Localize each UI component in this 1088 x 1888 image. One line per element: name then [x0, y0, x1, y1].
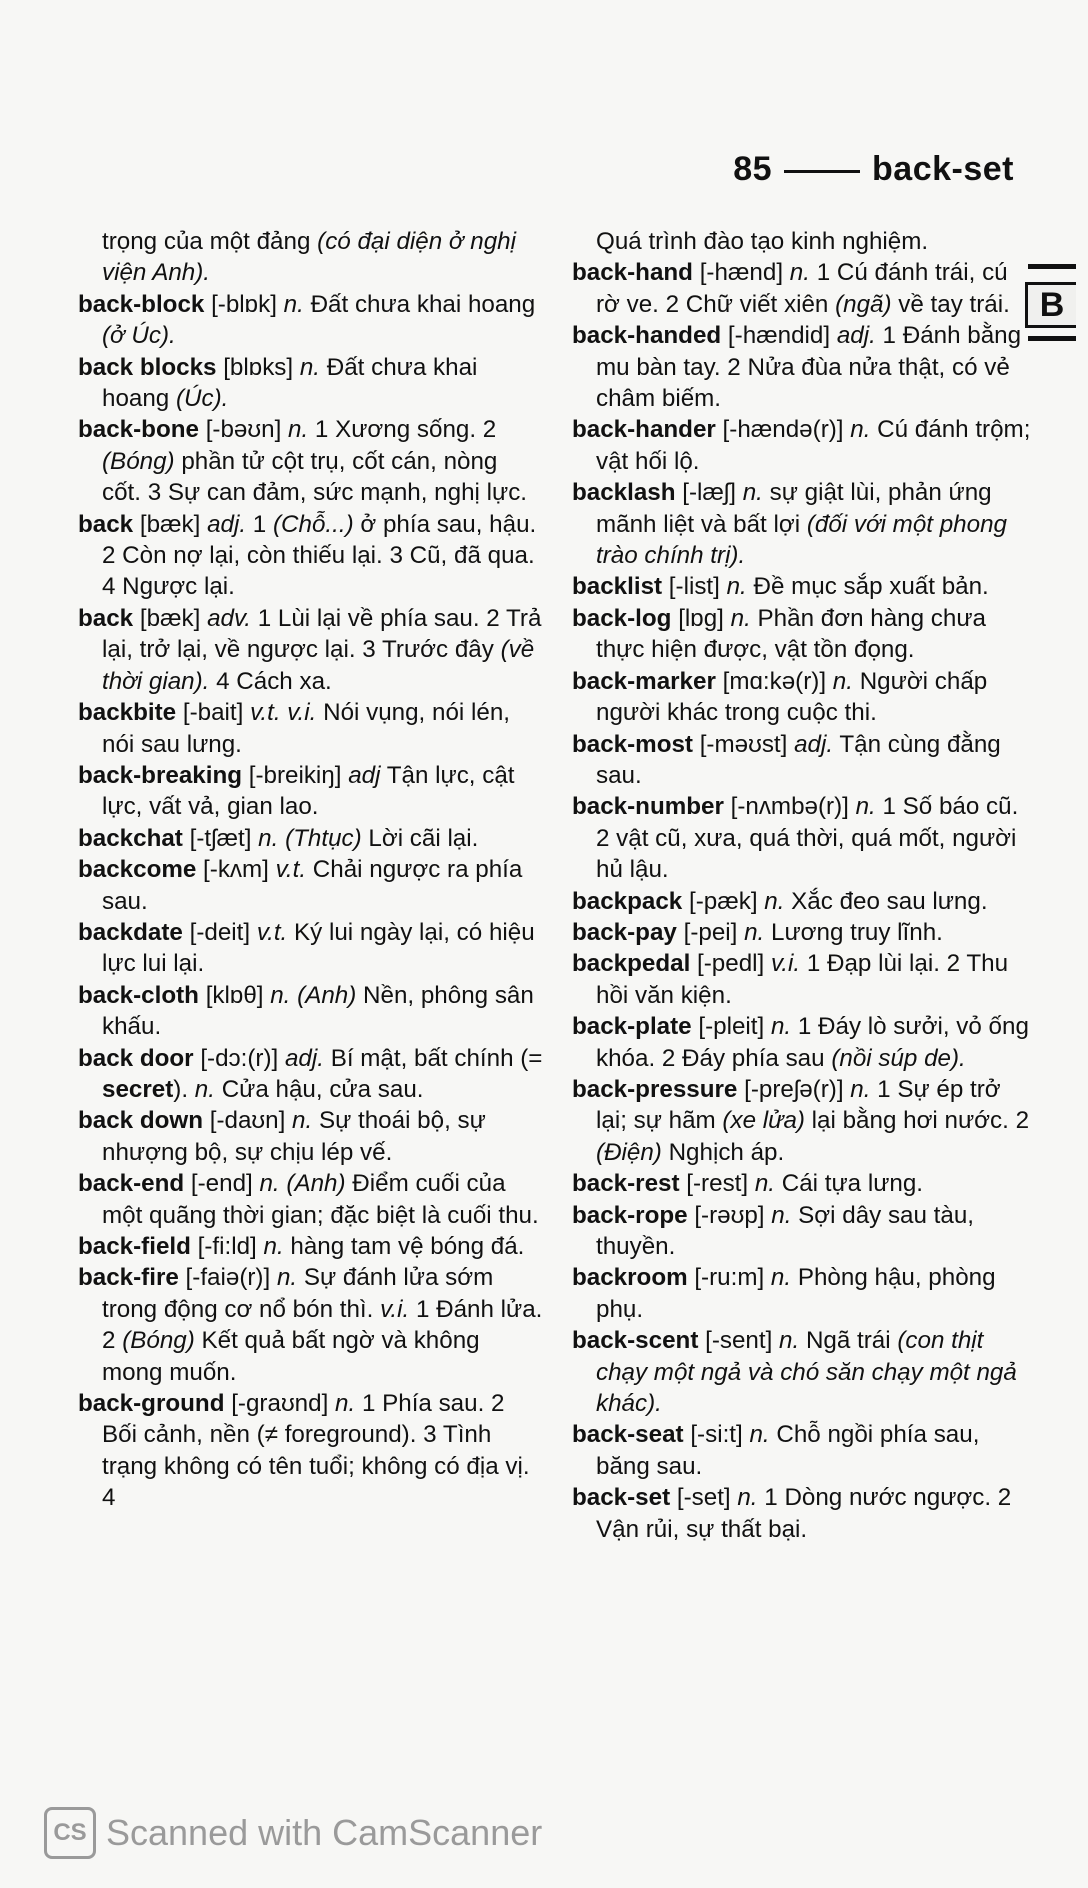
headword: back-handed [572, 322, 722, 350]
headword: back-scent [572, 1327, 699, 1355]
dictionary-entry [572, 414, 1032, 477]
italic-text: n. [288, 416, 309, 444]
definition-text: Sợi dây sau tàu, thuyền. [596, 1201, 975, 1260]
definition-text: [-pei] [676, 918, 745, 946]
definition-text: 1 Đáy lò sưởi, vỏ ống khóa. 2 Đáy phía sau [596, 1013, 1029, 1072]
camscanner-logo: CS [44, 1807, 96, 1859]
headword: back-marker [572, 667, 716, 695]
dictionary-entry [78, 1168, 543, 1231]
definition-text: 1 [246, 510, 273, 538]
italic-text: n. [299, 353, 321, 381]
italic-text: adj [348, 761, 381, 789]
definition-text: Quá trình đào tạo kinh nghiệm. [596, 228, 929, 255]
definition-text: [-list] [662, 573, 727, 601]
italic-text: n. [789, 259, 810, 287]
definition-text: Chải ngược ra phía sau. [102, 856, 523, 915]
definition-text: 1 Số báo cũ. 2 vật cũ, xưa, quá thời, quá mốt, người hủ lậu. [596, 793, 1019, 884]
definition-text: Chỗ ngồi phía sau, băng sau. [596, 1421, 980, 1480]
italic-text: n. [194, 1075, 215, 1103]
definition-text: trọng của một đảng [102, 228, 318, 255]
headword: back-bone [78, 416, 199, 444]
italic-text: v.i. [380, 1295, 410, 1323]
definition-text: 4 Cách xa. [209, 667, 332, 695]
definition-text: [-ru:m] [687, 1264, 771, 1292]
definition-text: [-məʊst] [692, 730, 795, 758]
definition-text: 1 Đạp lùi lại. 2 Thu hồi văn kiện. [596, 950, 1009, 1009]
definition-text: 1 Dòng nước ngược. 2 Vận rủi, sự thất bại. [596, 1484, 1012, 1543]
dictionary-entry [572, 1419, 1032, 1482]
definition-text: 1 Sự ép trở lại; sự hãm [596, 1075, 1001, 1135]
dictionary-entry [572, 1074, 1032, 1168]
dictionary-entry [572, 257, 1032, 320]
italic-text: adj. [794, 730, 834, 758]
italic-text: n. [292, 1107, 313, 1135]
dictionary-entry [572, 320, 1032, 414]
definition-text: 1 Lùi lại về phía sau. 2 Trả lại, trở lại, về ngược lại. 3 Trước đây [102, 604, 542, 664]
definition-text: 1 Đánh lửa. 2 [102, 1295, 543, 1355]
headword: back-rest [572, 1170, 680, 1198]
headword: backlash [572, 479, 676, 507]
dictionary-entry [572, 477, 1032, 571]
thumb-tab-bar-top [1028, 264, 1076, 269]
definition-text: 1 Phía sau. 2 Bối cảnh, nền (≠ foreground). 3 Tình trạng không có tên tuổi; không có địa vị. 4 [102, 1390, 530, 1512]
definition-text: phần tử cột trụ, cốt cán, nòng cốt. 3 Sự can đảm, sức mạnh, nghị lực. [102, 447, 528, 507]
definition-text: [-pedl] [690, 950, 771, 978]
definition-text: [-læʃ] [675, 479, 743, 507]
headword: back-number [572, 793, 724, 821]
italic-text: (Bóng) [122, 1327, 195, 1355]
definition-text: Bí mật, bất chính (= [323, 1044, 543, 1072]
dictionary-entry [78, 603, 543, 697]
definition-text: Người chấp người khác trong cuộc thi. [596, 667, 988, 727]
italic-text: (con thịt chạy một ngả và chó săn chạy một ngả khác). [596, 1327, 1017, 1418]
headword: back-block [78, 290, 205, 318]
continuation-text [572, 226, 1032, 257]
italic-text: n. [764, 887, 785, 915]
running-header [733, 150, 1014, 189]
dictionary-entry [78, 1043, 543, 1106]
dictionary-entry [78, 1388, 543, 1514]
definition-text: [-rest] [679, 1170, 755, 1198]
italic-text: (có đại diện ở nghị viện Anh). [102, 228, 516, 287]
headword: back-log [572, 604, 672, 632]
italic-text: adj. [207, 510, 247, 538]
definition-text: [-si:t] [683, 1421, 750, 1449]
definition-text: Tận lực, cật lực, vất vả, gian lao. [102, 761, 515, 821]
definition-text: ). [173, 1075, 195, 1103]
definition-text: [-hændid] [721, 322, 837, 350]
definition-text: [bæk] [133, 510, 208, 538]
definition-text: [-breikiŋ] [242, 761, 349, 789]
headword: backlist [572, 573, 663, 601]
italic-text: (Thtục) [285, 824, 362, 852]
definition-text: Kết quả bất ngờ và không mong muốn. [102, 1327, 480, 1386]
italic-text: adj. [284, 1044, 324, 1072]
definition-text: Đất chưa khai hoang [303, 290, 536, 318]
headword: back-breaking [78, 761, 242, 789]
definition-text: [-kʌm] [196, 856, 276, 884]
definition-text: Lương truy lĩnh. [764, 918, 943, 946]
definition-text: lại bằng hơi nước. 2 [804, 1107, 1030, 1135]
italic-text: n. [754, 1170, 776, 1198]
dictionary-entry [78, 823, 543, 854]
definition-text: hàng tam vệ bóng đá. [283, 1233, 525, 1260]
definition-text: [bæk] [133, 604, 208, 632]
italic-text: v.t. [256, 918, 288, 946]
dictionary-entry [572, 1168, 1032, 1199]
definition-text: [-daʊn] [203, 1107, 293, 1135]
definition-text: [-hænd] [692, 259, 790, 287]
definition-text: Cửa hậu, cửa sau. [214, 1075, 424, 1103]
definition-text: [-graʊnd] [224, 1390, 336, 1418]
definition-text: Sự đánh lửa sớm trong động cơ nổ bón thì. [102, 1264, 494, 1323]
headword: backcome [78, 856, 197, 884]
dictionary-entry [572, 791, 1032, 885]
definition-text: [-faiə(r)] [178, 1264, 277, 1292]
italic-text: (nồi súp de). [831, 1044, 966, 1072]
italic-text: n. [737, 1484, 758, 1512]
italic-text: n. [832, 667, 853, 695]
dictionary-entry [78, 289, 543, 352]
definition-text: [-bəʊn] [198, 416, 289, 444]
italic-text: (xe lửa) [722, 1107, 805, 1135]
left-column [78, 226, 543, 1514]
italic-text: (Úc). [175, 385, 229, 413]
headword: back-ground [78, 1390, 225, 1418]
italic-text: (Chỗ...) [272, 510, 354, 538]
italic-text: n. [335, 1390, 356, 1418]
headword: back [78, 510, 134, 538]
headword: backpack [572, 887, 683, 915]
definition-text: Cú đánh trộm; vật hối lộ. [596, 416, 1031, 475]
definition-text: [-preʃə(r)] [737, 1075, 851, 1103]
headword: back door [78, 1044, 194, 1072]
dictionary-entry [78, 917, 543, 980]
headword: back-hander [572, 416, 716, 444]
italic-text: (đối với một phong trào chính trị). [596, 510, 1007, 570]
italic-text: n. [771, 1201, 792, 1229]
italic-text: n. [850, 1075, 871, 1103]
headword: backbite [78, 699, 177, 727]
definition-text: [-hændə(r)] [715, 416, 851, 444]
italic-text: n. [770, 1013, 792, 1041]
italic-text: v.i. [770, 950, 801, 978]
headword: back-fire [78, 1264, 179, 1292]
definition-text: Nói vụng, nói lén, nói sau lưng. [102, 699, 510, 758]
definition-text: Phần đơn hàng chưa thực hiện được, vật tồn đọng. [596, 604, 986, 664]
entry-list [78, 289, 543, 1514]
definition-text: [lɒg] [671, 604, 731, 632]
right-column [572, 226, 1032, 1545]
definition-text: Ký lui ngày lại, có hiệu lực lui lại. [102, 918, 535, 978]
headword: back-end [78, 1170, 185, 1198]
headword: backpedal [572, 950, 691, 978]
watermark-text: Scanned with CamScanner [106, 1812, 543, 1853]
italic-text: n. [730, 604, 751, 632]
italic-text: (Anh) [297, 981, 357, 1009]
italic-text: (Bóng) [102, 447, 175, 475]
headword: backroom [572, 1264, 688, 1292]
italic-text: n. [726, 573, 747, 601]
definition-text: [klɒθ] [198, 981, 271, 1009]
definition-text: Đất chưa khai hoang [102, 353, 478, 413]
definition-text: Đề mục sắp xuất bản. [746, 573, 989, 601]
dictionary-entry [78, 1231, 543, 1262]
headword: back-pressure [572, 1075, 738, 1103]
definition-text: [-deit] [182, 918, 257, 946]
dictionary-entry [78, 980, 543, 1043]
scanner-watermark [44, 1808, 542, 1858]
dictionary-entry [572, 917, 1032, 948]
dictionary-entry [572, 666, 1032, 729]
dictionary-entry [78, 1262, 543, 1388]
dictionary-entry [78, 697, 543, 760]
dictionary-entry [572, 1482, 1032, 1545]
entry-list [572, 257, 1032, 1545]
definition-text: [-end] [184, 1170, 260, 1198]
definition-text: [-set] [670, 1484, 738, 1512]
thumb-tab-bar-bottom [1028, 336, 1076, 341]
italic-text: n. [850, 416, 871, 444]
headword: backdate [78, 918, 183, 946]
definition-text: 1 Đánh bằng mu bàn tay. 2 Nửa đùa nửa thật, có vẻ châm biếm. [596, 322, 1022, 413]
dictionary-entry [572, 1325, 1032, 1419]
definition-text: Nghịch áp. [661, 1138, 785, 1166]
definition-text: về tay trái. [891, 290, 1010, 318]
italic-text: (về thời gian). [102, 636, 535, 695]
headword: back-field [78, 1233, 191, 1260]
italic-text: n. [779, 1327, 800, 1355]
dictionary-entry [572, 1262, 1032, 1325]
headword: back-rope [572, 1201, 688, 1229]
italic-text: n. [258, 824, 279, 852]
italic-text: n. [263, 1233, 284, 1260]
guide-word: back-set [872, 150, 1014, 188]
italic-text: n. [855, 793, 876, 821]
headword: backchat [78, 824, 183, 852]
headword: back-cloth [78, 981, 199, 1009]
dictionary-entry [572, 886, 1032, 917]
italic-text: n. [270, 981, 291, 1009]
headword: back blocks [78, 353, 217, 381]
definition-text: [-rəʊp] [687, 1201, 772, 1229]
dictionary-entry [572, 1200, 1032, 1263]
definition-text: [-pæk] [682, 887, 765, 915]
italic-text: n. [259, 1170, 280, 1198]
italic-text: n. [283, 290, 304, 318]
definition-text: 1 Xương sống. 2 [308, 416, 497, 444]
definition-text: [-blɒk] [204, 290, 284, 318]
headword: back [78, 604, 134, 632]
headword: back-hand [572, 259, 693, 287]
continuation-text [78, 226, 543, 289]
definition-text: 1 Cú đánh trái, cú rờ ve. 2 Chữ viết xiên [596, 259, 1008, 318]
italic-text: adv. [207, 604, 251, 632]
definition-text: [-sent] [698, 1327, 780, 1355]
definition-text: [-nʌmbə(r)] [723, 793, 856, 821]
italic-text: n. [276, 1264, 298, 1292]
bold-text: secret [102, 1075, 174, 1103]
dictionary-entry [78, 509, 543, 603]
definition-text: Tận cùng đằng sau. [596, 730, 1001, 789]
definition-text: Ngã trái [799, 1327, 898, 1355]
headword: back-set [572, 1484, 671, 1512]
dictionary-entry [572, 729, 1032, 792]
dictionary-entry [78, 1105, 543, 1168]
italic-text: n. [770, 1264, 792, 1292]
italic-text: (ở Úc). [102, 322, 176, 350]
italic-text: (Anh) [286, 1170, 346, 1198]
definition-text: [-bait] [176, 699, 251, 727]
dictionary-entry [78, 352, 543, 415]
definition-text: Nền, phông sân khấu. [102, 981, 534, 1041]
definition-text: Lời cãi lại. [361, 824, 479, 852]
dictionary-entry [572, 1011, 1032, 1074]
italic-text: n. [742, 479, 763, 507]
dictionary-entry [572, 571, 1032, 602]
header-dash [784, 170, 860, 173]
headword: back-plate [572, 1013, 692, 1041]
italic-text: (ngã) [835, 290, 892, 318]
definition-text: [mɑ:kə(r)] [715, 667, 833, 695]
definition-text: sự giật lùi, phản ứng mãnh liệt và bất lợi [596, 479, 992, 538]
italic-text: (Điện) [596, 1138, 662, 1166]
definition-text: [blɒks] [216, 353, 300, 381]
headword: back down [78, 1107, 203, 1135]
definition-text: Cái tựa lưng. [775, 1170, 924, 1198]
definition-text: [-pleit] [691, 1013, 771, 1041]
definition-text: [-fi:ld] [190, 1233, 264, 1260]
dictionary-entry [78, 854, 543, 917]
dictionary-entry [78, 414, 543, 508]
definition-text: [-dɔ:(r)] [193, 1044, 285, 1072]
italic-text: n. [749, 1421, 770, 1449]
headword: back-seat [572, 1421, 684, 1449]
italic-text: adj. [836, 322, 876, 350]
headword: back-most [572, 730, 693, 758]
dictionary-entry [572, 603, 1032, 666]
italic-text: v.t. [275, 856, 307, 884]
dictionary-entry [572, 948, 1032, 1011]
definition-text: Xắc đeo sau lưng. [784, 887, 988, 915]
definition-text: Sự thoái bộ, sự nhượng bộ, sự chịu lép vế. [102, 1107, 486, 1166]
definition-text: Điểm cuối của một quãng thời gian; đặc biệt là cuối thu. [102, 1170, 539, 1229]
italic-text: n. [744, 918, 765, 946]
italic-text: v.t. v.i. [250, 699, 317, 727]
page-number: 85 [733, 150, 773, 188]
headword: back-pay [572, 918, 677, 946]
thumb-tab-letter: B [1025, 282, 1076, 328]
definition-text: ở phía sau, hậu. 2 Còn nợ lại, còn thiếu lại. 3 Cũ, đã qua. 4 Ngược lại. [102, 510, 537, 601]
definition-text: Phòng hậu, phòng phụ. [596, 1264, 996, 1323]
definition-text: [-tʃæt] [182, 824, 259, 852]
dictionary-entry [78, 760, 543, 823]
